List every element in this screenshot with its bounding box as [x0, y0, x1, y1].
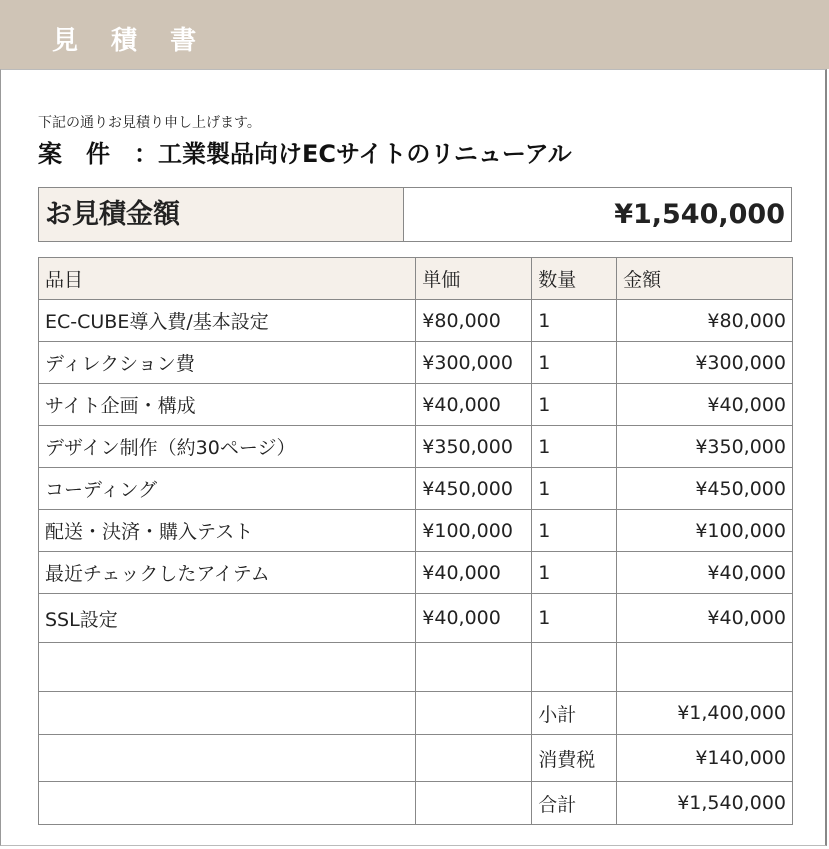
cell-item: SSL設定 — [39, 594, 416, 643]
cell-qty: 1 — [532, 426, 617, 468]
table-row — [39, 300, 793, 342]
empty-row — [39, 643, 793, 692]
cell-amount: ¥350,000 — [617, 426, 793, 468]
summary-row-total — [39, 782, 793, 825]
cell-qty: 1 — [532, 468, 617, 510]
cell-unit-price: ¥80,000 — [416, 300, 532, 342]
cell-unit-price: ¥40,000 — [416, 384, 532, 426]
empty-cell — [39, 643, 416, 692]
empty-cell — [39, 692, 416, 735]
cell-unit-price: ¥40,000 — [416, 552, 532, 594]
cell-amount: ¥40,000 — [617, 594, 793, 643]
summary-label: 小計 — [532, 692, 617, 735]
cell-item: EC-CUBE導入費/基本設定 — [39, 300, 416, 342]
cell-amount: ¥80,000 — [617, 300, 793, 342]
cell-item: コーディング — [39, 468, 416, 510]
table-row — [39, 552, 793, 594]
cell-amount: ¥100,000 — [617, 510, 793, 552]
col-header-unit-price: 単価 — [416, 258, 532, 300]
table-header-row — [39, 258, 793, 300]
cell-unit-price: ¥100,000 — [416, 510, 532, 552]
summary-value: ¥1,540,000 — [617, 782, 793, 825]
table-row — [39, 384, 793, 426]
cell-unit-price: ¥350,000 — [416, 426, 532, 468]
col-header-item: 品目 — [39, 258, 416, 300]
cell-item: サイト企画・構成 — [39, 384, 416, 426]
cell-amount: ¥450,000 — [617, 468, 793, 510]
estimate-total-label: お見積金額 — [39, 188, 404, 241]
cell-qty: 1 — [532, 594, 617, 643]
estimate-table — [38, 257, 793, 825]
empty-cell — [39, 782, 416, 825]
page-title: 見 積 書 — [52, 26, 209, 56]
subject-line: 案 件 ：工業製品向けECサイトのリニューアル — [38, 140, 572, 168]
cell-amount: ¥300,000 — [617, 342, 793, 384]
table-row — [39, 594, 793, 643]
header-bar — [0, 0, 829, 69]
cell-unit-price: ¥300,000 — [416, 342, 532, 384]
col-header-qty: 数量 — [532, 258, 617, 300]
estimate-total-value: ¥1,540,000 — [614, 199, 785, 230]
cell-item: 最近チェックしたアイテム — [39, 552, 416, 594]
empty-cell — [416, 735, 532, 782]
empty-cell — [416, 643, 532, 692]
cell-unit-price: ¥40,000 — [416, 594, 532, 643]
cell-qty: 1 — [532, 300, 617, 342]
cell-unit-price: ¥450,000 — [416, 468, 532, 510]
cell-qty: 1 — [532, 384, 617, 426]
cell-item: 配送・決済・購入テスト — [39, 510, 416, 552]
cell-qty: 1 — [532, 510, 617, 552]
cell-amount: ¥40,000 — [617, 552, 793, 594]
empty-cell — [532, 643, 617, 692]
cell-item: ディレクション費 — [39, 342, 416, 384]
summary-value: ¥1,400,000 — [617, 692, 793, 735]
empty-cell — [416, 692, 532, 735]
estimate-total-box — [38, 187, 792, 242]
empty-cell — [416, 782, 532, 825]
intro-text: 下記の通りお見積り申し上げます。 — [38, 115, 261, 131]
summary-row-tax — [39, 735, 793, 782]
summary-label: 消費税 — [532, 735, 617, 782]
cell-qty: 1 — [532, 552, 617, 594]
cell-item: デザイン制作（約30ページ） — [39, 426, 416, 468]
summary-value: ¥140,000 — [617, 735, 793, 782]
table-row — [39, 510, 793, 552]
empty-cell — [617, 643, 793, 692]
empty-cell — [39, 735, 416, 782]
table-row — [39, 342, 793, 384]
table-row — [39, 426, 793, 468]
summary-label: 合計 — [532, 782, 617, 825]
table-row — [39, 468, 793, 510]
cell-amount: ¥40,000 — [617, 384, 793, 426]
cell-qty: 1 — [532, 342, 617, 384]
summary-row-subtotal — [39, 692, 793, 735]
col-header-amount: 金額 — [617, 258, 793, 300]
